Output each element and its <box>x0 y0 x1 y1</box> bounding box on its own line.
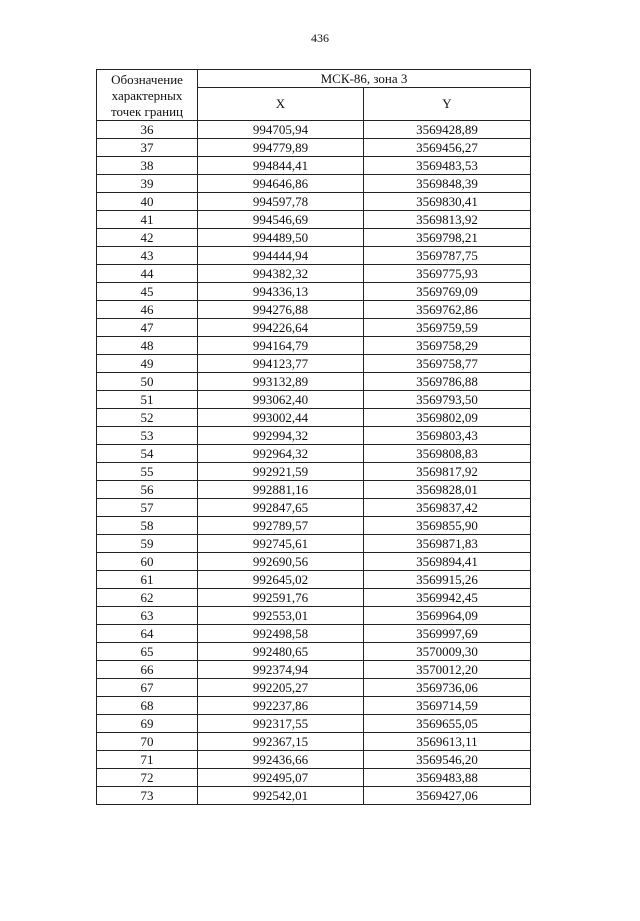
point-label-cell: 69 <box>97 715 198 733</box>
point-label-cell: 73 <box>97 787 198 805</box>
table-row <box>97 535 531 553</box>
table-row <box>97 607 531 625</box>
y-coordinate-cell: 3569915,26 <box>364 571 531 589</box>
table-row <box>97 679 531 697</box>
y-coordinate-cell: 3569787,75 <box>364 247 531 265</box>
y-coordinate-cell: 3569808,83 <box>364 445 531 463</box>
table-row <box>97 499 531 517</box>
point-label-cell: 37 <box>97 139 198 157</box>
table-row <box>97 229 531 247</box>
x-coordinate-cell: 992480,65 <box>198 643 364 661</box>
point-label-cell: 65 <box>97 643 198 661</box>
x-coordinate-cell: 994164,79 <box>198 337 364 355</box>
table-row <box>97 697 531 715</box>
y-coordinate-cell: 3569871,83 <box>364 535 531 553</box>
x-coordinate-cell: 994646,86 <box>198 175 364 193</box>
point-label-cell: 51 <box>97 391 198 409</box>
x-coordinate-cell: 992789,57 <box>198 517 364 535</box>
table-row <box>97 787 531 805</box>
table-row <box>97 265 531 283</box>
table-row <box>97 625 531 643</box>
coordinate-system-header: МСК-86, зона 3 <box>198 70 531 88</box>
x-coordinate-cell: 992495,07 <box>198 769 364 787</box>
point-label-cell: 47 <box>97 319 198 337</box>
x-coordinate-cell: 992847,65 <box>198 499 364 517</box>
table-row <box>97 589 531 607</box>
y-coordinate-cell: 3569942,45 <box>364 589 531 607</box>
y-coordinate-cell: 3569802,09 <box>364 409 531 427</box>
table-row <box>97 283 531 301</box>
table-row <box>97 661 531 679</box>
table-row <box>97 751 531 769</box>
point-label-cell: 60 <box>97 553 198 571</box>
table-row <box>97 571 531 589</box>
x-coordinate-cell: 992591,76 <box>198 589 364 607</box>
point-label-cell: 55 <box>97 463 198 481</box>
x-coordinate-cell: 992436,66 <box>198 751 364 769</box>
point-label-cell: 43 <box>97 247 198 265</box>
table-row <box>97 553 531 571</box>
y-coordinate-cell: 3569997,69 <box>364 625 531 643</box>
y-coordinate-cell: 3569762,86 <box>364 301 531 319</box>
y-coordinate-cell: 3569655,05 <box>364 715 531 733</box>
point-label-cell: 68 <box>97 697 198 715</box>
table-row <box>97 247 531 265</box>
point-label-cell: 54 <box>97 445 198 463</box>
y-coordinate-cell: 3569428,89 <box>364 121 531 139</box>
point-label-cell: 42 <box>97 229 198 247</box>
x-coordinate-cell: 992690,56 <box>198 553 364 571</box>
y-coordinate-cell: 3569769,09 <box>364 283 531 301</box>
y-coordinate-cell: 3569793,50 <box>364 391 531 409</box>
x-coordinate-cell: 994123,77 <box>198 355 364 373</box>
table-row <box>97 463 531 481</box>
x-coordinate-cell: 994336,13 <box>198 283 364 301</box>
table-row <box>97 409 531 427</box>
y-coordinate-cell: 3569456,27 <box>364 139 531 157</box>
x-coordinate-cell: 992374,94 <box>198 661 364 679</box>
x-coordinate-cell: 992964,32 <box>198 445 364 463</box>
table-row <box>97 769 531 787</box>
y-coordinate-cell: 3569483,53 <box>364 157 531 175</box>
y-coordinate-cell: 3569855,90 <box>364 517 531 535</box>
x-coordinate-cell: 994276,88 <box>198 301 364 319</box>
y-coordinate-cell: 3569546,20 <box>364 751 531 769</box>
y-coordinate-cell: 3570012,20 <box>364 661 531 679</box>
point-label-cell: 70 <box>97 733 198 751</box>
y-coordinate-cell: 3569894,41 <box>364 553 531 571</box>
y-coordinate-cell: 3569848,39 <box>364 175 531 193</box>
y-coordinate-cell: 3569714,59 <box>364 697 531 715</box>
point-label-cell: 40 <box>97 193 198 211</box>
y-coordinate-cell: 3569775,93 <box>364 265 531 283</box>
table-row <box>97 121 531 139</box>
table-row <box>97 715 531 733</box>
x-coordinate-cell: 994597,78 <box>198 193 364 211</box>
table-row <box>97 193 531 211</box>
y-coordinate-cell: 3570009,30 <box>364 643 531 661</box>
x-column-header: X <box>198 88 364 121</box>
point-label-cell: 45 <box>97 283 198 301</box>
y-coordinate-cell: 3569817,92 <box>364 463 531 481</box>
table-row <box>97 211 531 229</box>
x-coordinate-cell: 994382,32 <box>198 265 364 283</box>
point-label-cell: 48 <box>97 337 198 355</box>
table-row <box>97 481 531 499</box>
x-coordinate-cell: 994489,50 <box>198 229 364 247</box>
y-coordinate-cell: 3569828,01 <box>364 481 531 499</box>
y-coordinate-cell: 3569759,59 <box>364 319 531 337</box>
table-row <box>97 643 531 661</box>
y-coordinate-cell: 3569613,11 <box>364 733 531 751</box>
y-coordinate-cell: 3569837,42 <box>364 499 531 517</box>
y-coordinate-cell: 3569786,88 <box>364 373 531 391</box>
y-coordinate-cell: 3569803,43 <box>364 427 531 445</box>
y-coordinate-cell: 3569758,29 <box>364 337 531 355</box>
x-coordinate-cell: 992237,86 <box>198 697 364 715</box>
point-label-cell: 53 <box>97 427 198 445</box>
y-coordinate-cell: 3569427,06 <box>364 787 531 805</box>
x-coordinate-cell: 994444,94 <box>198 247 364 265</box>
point-label-cell: 62 <box>97 589 198 607</box>
x-coordinate-cell: 992994,32 <box>198 427 364 445</box>
x-coordinate-cell: 994844,41 <box>198 157 364 175</box>
table-row <box>97 157 531 175</box>
x-coordinate-cell: 994546,69 <box>198 211 364 229</box>
y-coordinate-cell: 3569798,21 <box>364 229 531 247</box>
page-number: 436 <box>311 31 329 45</box>
point-label-cell: 59 <box>97 535 198 553</box>
y-coordinate-cell: 3569758,77 <box>364 355 531 373</box>
x-coordinate-cell: 992317,55 <box>198 715 364 733</box>
table-body <box>97 121 531 805</box>
x-coordinate-cell: 992542,01 <box>198 787 364 805</box>
y-coordinate-cell: 3569813,92 <box>364 211 531 229</box>
x-coordinate-cell: 993002,44 <box>198 409 364 427</box>
point-label-cell: 44 <box>97 265 198 283</box>
x-coordinate-cell: 993062,40 <box>198 391 364 409</box>
x-coordinate-cell: 994705,94 <box>198 121 364 139</box>
table-header <box>97 70 531 121</box>
x-coordinate-cell: 994779,89 <box>198 139 364 157</box>
x-coordinate-cell: 992553,01 <box>198 607 364 625</box>
x-coordinate-cell: 993132,89 <box>198 373 364 391</box>
x-coordinate-cell: 992921,59 <box>198 463 364 481</box>
point-label-cell: 64 <box>97 625 198 643</box>
point-label-cell: 67 <box>97 679 198 697</box>
point-label-cell: 61 <box>97 571 198 589</box>
point-label-cell: 66 <box>97 661 198 679</box>
table-row <box>97 391 531 409</box>
point-label-cell: 50 <box>97 373 198 391</box>
x-coordinate-cell: 992745,61 <box>198 535 364 553</box>
point-label-cell: 52 <box>97 409 198 427</box>
point-label-cell: 36 <box>97 121 198 139</box>
table-row <box>97 337 531 355</box>
point-label-cell: 63 <box>97 607 198 625</box>
table-row <box>97 319 531 337</box>
x-coordinate-cell: 992498,58 <box>198 625 364 643</box>
table-row <box>97 445 531 463</box>
point-label-cell: 57 <box>97 499 198 517</box>
point-label-cell: 71 <box>97 751 198 769</box>
point-label-header: Обозначение характерных точек границ <box>97 70 198 121</box>
point-label-cell: 38 <box>97 157 198 175</box>
point-label-cell: 39 <box>97 175 198 193</box>
table-row <box>97 373 531 391</box>
x-coordinate-cell: 992367,15 <box>198 733 364 751</box>
table-row <box>97 733 531 751</box>
y-coordinate-cell: 3569964,09 <box>364 607 531 625</box>
table-row <box>97 355 531 373</box>
table-row <box>97 175 531 193</box>
table-row <box>97 139 531 157</box>
point-label-cell: 46 <box>97 301 198 319</box>
table-row <box>97 301 531 319</box>
x-coordinate-cell: 992881,16 <box>198 481 364 499</box>
y-coordinate-cell: 3569736,06 <box>364 679 531 697</box>
table-row <box>97 517 531 535</box>
y-coordinate-cell: 3569830,41 <box>364 193 531 211</box>
x-coordinate-cell: 994226,64 <box>198 319 364 337</box>
x-coordinate-cell: 992205,27 <box>198 679 364 697</box>
point-label-cell: 58 <box>97 517 198 535</box>
point-label-cell: 49 <box>97 355 198 373</box>
point-label-cell: 56 <box>97 481 198 499</box>
y-coordinate-cell: 3569483,88 <box>364 769 531 787</box>
coordinates-table <box>96 69 531 805</box>
y-column-header: Y <box>364 88 531 121</box>
table-row <box>97 427 531 445</box>
point-label-cell: 72 <box>97 769 198 787</box>
x-coordinate-cell: 992645,02 <box>198 571 364 589</box>
point-label-cell: 41 <box>97 211 198 229</box>
